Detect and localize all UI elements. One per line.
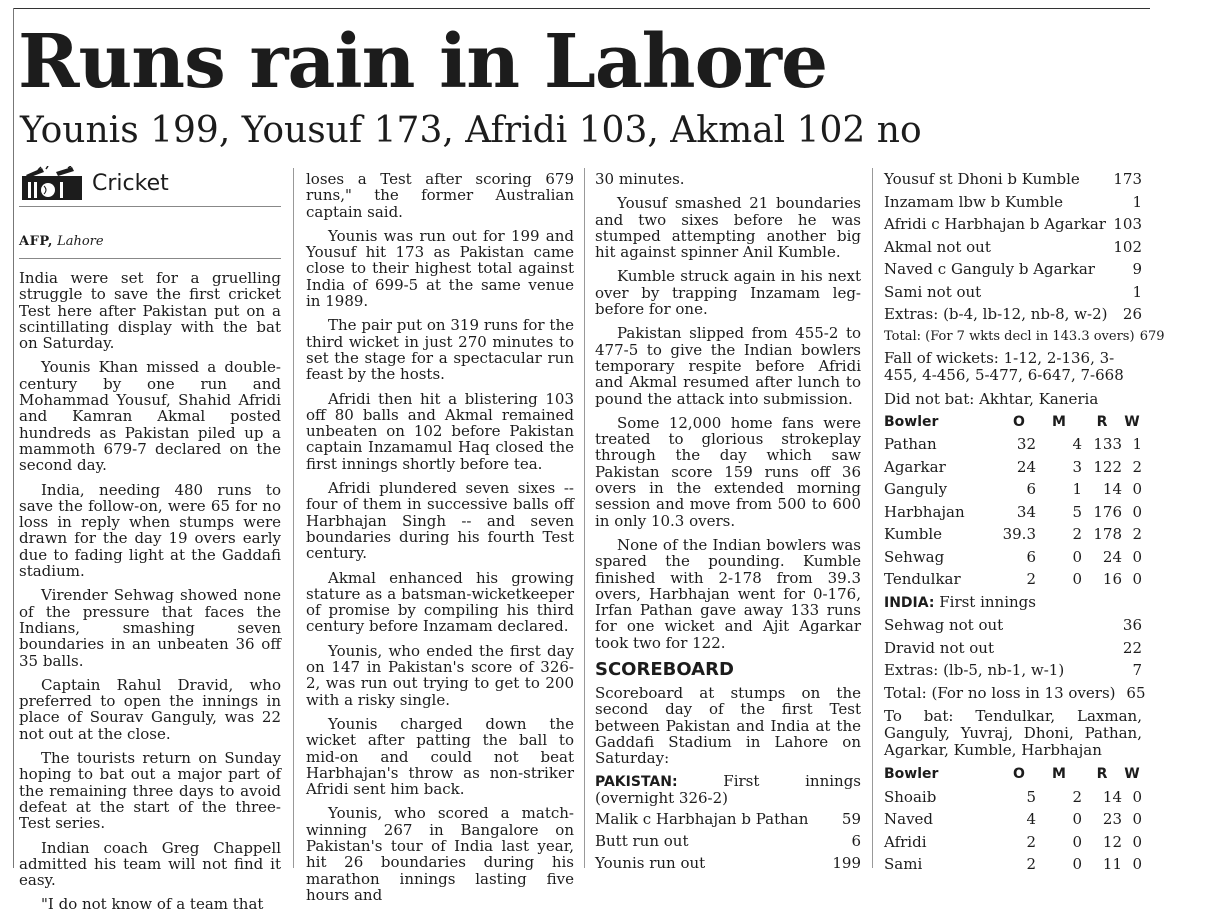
batting-row — [884, 614, 1142, 637]
bowler-overs: 39.3 — [1002, 525, 1036, 543]
india-bowling-table — [884, 411, 1142, 591]
india-total — [884, 682, 1146, 705]
bowling-row — [884, 501, 1142, 524]
batsman-runs: 173 — [1113, 170, 1142, 188]
paragraph: Indian coach Greg Chappell admitted his team will not find it easy. — [19, 838, 281, 890]
batting-row — [595, 830, 861, 852]
paragraph: Afridi then hit a blistering 103 off 80 balls and Akmal remained unbeaten on 102 before Pakistan captain Inzamamul Haq closed the first innings shortly before tea. — [306, 389, 574, 473]
to-bat: To bat: Tendulkar, Laxman, Ganguly, Yuvraj, Dhoni, Pathan, Agarkar, Kumble, Harbhajan — [884, 707, 1142, 759]
bowling-header-cell: Bowler — [884, 766, 939, 782]
batsman-runs: 9 — [1132, 260, 1142, 278]
bowling-row — [884, 546, 1142, 569]
bowler-name: Sami — [884, 855, 923, 873]
bowler-name: Ganguly — [884, 480, 948, 498]
bowler-name: Afridi — [884, 832, 927, 851]
did-not-bat-text: Did not bat: Akhtar, Kaneria — [884, 390, 1099, 408]
paragraph: India were set for a gruelling struggle to save the first cricket Test here after Pakistan put on a scintillating display with the bat on Saturday. — [19, 269, 281, 353]
bowler-maidens: 0 — [1072, 855, 1082, 873]
batsman-runs: 199 — [832, 854, 861, 873]
india-batting — [884, 614, 1142, 659]
pakistan-total — [884, 326, 1165, 349]
bowler-wickets: 0 — [1132, 480, 1142, 498]
batsman-dismissal: Younis run out — [595, 854, 706, 873]
total-value: 65 — [1126, 683, 1146, 702]
bowler-runs: 133 — [1093, 435, 1122, 453]
bowler-overs: 6 — [1026, 547, 1036, 566]
bowling-header-cell: W — [1124, 766, 1140, 782]
bowling-header-row — [884, 763, 1142, 786]
paragraph: Pakistan slipped from 455-2 to 477-5 to give the Indian bowlers temporary respite before Afridi and Akmal resumed after lunch to pound the attack into submission. — [595, 324, 861, 408]
paragraph: The tourists return on Sunday hoping to bat out a major part of the remaining three days to avoid defeat at the start of the three-Test series. — [19, 749, 281, 833]
bowling-header-cell: R — [1096, 413, 1108, 430]
extras-label: Extras: (lb-5, nb-1, w-1) — [884, 661, 1065, 679]
column-rule-3 — [872, 168, 873, 868]
bowling-row — [884, 478, 1142, 501]
pakistan-innings-heading — [595, 773, 861, 807]
bowling-row — [884, 523, 1142, 546]
paragraph: Younis charged down the wicket after patting the ball to mid-on and could not beat Harbhajan's throw as non-striker Afridi sent him back. — [306, 714, 574, 799]
pakistan-bowling-table — [884, 763, 1142, 876]
paragraph: Virender Sehwag showed none of the pressure that faces the Indians, smashing seven boundaries in an unbeaten 36 off 35 balls. — [19, 586, 281, 670]
bowler-name: Naved — [884, 810, 934, 828]
article-column-3 — [595, 171, 861, 874]
left-rule — [13, 8, 14, 868]
bowler-wickets: 0 — [1132, 855, 1142, 873]
bowling-header-cell: Bowler — [884, 413, 939, 430]
bowling-header-cell: W — [1124, 413, 1140, 430]
pakistan-label: PAKISTAN: — [595, 773, 678, 790]
bowler-name: Tendulkar — [884, 570, 961, 588]
india-extras — [884, 659, 1142, 682]
extras-label: Extras: (b-4, lb-12, nb-8, w-2) — [884, 305, 1108, 323]
byline-place: Lahore — [57, 234, 104, 249]
bowler-overs: 34 — [1016, 502, 1036, 521]
bowling-row — [884, 786, 1142, 809]
bowler-overs: 4 — [1026, 810, 1036, 828]
bowler-maidens: 2 — [1072, 525, 1082, 543]
byline — [19, 233, 104, 250]
batsman-runs: 59 — [841, 810, 861, 829]
bowler-maidens: 2 — [1072, 787, 1082, 806]
batsman-runs: 22 — [1122, 638, 1142, 657]
section-rule-top — [19, 206, 281, 207]
bowler-runs: 178 — [1093, 525, 1122, 543]
bowling-row — [884, 433, 1142, 456]
bowler-overs: 2 — [1026, 832, 1036, 851]
bowler-wickets: 0 — [1132, 502, 1142, 521]
batsman-dismissal: Naved c Ganguly b Agarkar — [884, 260, 1095, 278]
paragraph: Some 12,000 home fans were treated to glorious strokeplay through the day which saw Pakistan score 159 runs off 36 overs in the extended morning session and move from 500 to 600 in only 10.3 overs. — [595, 413, 861, 530]
batting-row — [884, 258, 1142, 281]
batsman-runs: 6 — [851, 832, 861, 851]
bowler-overs: 24 — [1016, 457, 1036, 476]
batting-row — [884, 191, 1142, 214]
did-not-bat — [884, 388, 1142, 411]
paragraph: Younis Khan missed a double-century by one run and Mohammad Yousuf, Shahid Afridi and Kamran Akmal posted hundreds as Pakistan piled up a mammoth 679-7 declared on the second day. — [19, 358, 281, 475]
fall-of-wickets: Fall of wickets: 1-12, 2-136, 3-455, 4-456, 5-477, 6-647, 7-668 — [884, 349, 1124, 384]
bowler-runs: 16 — [1102, 570, 1122, 588]
bowling-row — [884, 831, 1142, 854]
bowler-name: Kumble — [884, 525, 943, 543]
batsman-dismissal: Yousuf st Dhoni b Kumble — [884, 170, 1080, 188]
bowler-runs: 176 — [1093, 502, 1122, 521]
paragraph: Akmal enhanced his growing stature as a batsman-wicketkeeper of promise by compiling his third century before Inzamam declared. — [306, 568, 574, 636]
bowler-runs: 122 — [1093, 457, 1122, 476]
extras-value: 7 — [1132, 661, 1142, 679]
bowler-wickets: 0 — [1132, 547, 1142, 566]
batsman-dismissal: Inzamam lbw b Kumble — [884, 192, 1064, 211]
bowler-runs: 14 — [1102, 787, 1122, 806]
paragraph: Afridi plundered seven sixes -- four of them in successive balls off Harbhajan Singh -- and seven boundaries during his fourth Test century. — [306, 479, 574, 563]
paragraph: Younis, who ended the first day on 147 in Pakistan's score of 326-2, was run out trying to get to 200 with a risky single. — [306, 641, 574, 709]
article-column-2 — [306, 171, 574, 911]
total-value: 679 — [1139, 328, 1165, 344]
india-innings-label: First innings — [939, 592, 1036, 611]
batsman-runs: 1 — [1132, 282, 1142, 301]
byline-agency: AFP, — [19, 234, 53, 249]
batsman-dismissal: Akmal not out — [884, 237, 991, 256]
batting-row — [884, 213, 1142, 236]
bowler-name: Agarkar — [884, 457, 946, 476]
batsman-dismissal: Malik c Harbhajan b Pathan — [595, 810, 809, 829]
bowler-maidens: 0 — [1072, 547, 1082, 566]
scoreboard-heading: SCOREBOARD — [595, 659, 734, 681]
paragraph: India, needing 480 runs to save the follow-on, were 65 for no loss in reply when stumps were drawn for the day 19 overs early due to fading light at the Gaddafi stadium. — [19, 480, 281, 581]
pakistan-innings-label: First innings (overnight 326-2) — [595, 771, 861, 807]
bowler-overs: 2 — [1026, 570, 1036, 588]
bowler-maidens: 4 — [1072, 435, 1082, 453]
bowler-maidens: 0 — [1072, 832, 1082, 851]
pakistan-batting-part1 — [595, 808, 861, 874]
batsman-dismissal: Butt run out — [595, 832, 689, 851]
bowler-overs: 2 — [1026, 855, 1036, 873]
paragraph: "I do not know of a team that — [41, 895, 264, 914]
bowler-overs: 5 — [1026, 787, 1036, 806]
paragraph: Younis was run out for 199 and Yousuf hit 173 as Pakistan came close to their highest total against India of 699-5 at the same venue in 1989. — [306, 226, 574, 311]
paragraph: 30 minutes. — [595, 170, 685, 188]
batting-row — [884, 168, 1142, 191]
bowler-name: Pathan — [884, 435, 937, 453]
bowling-header-cell: M — [1052, 413, 1066, 430]
bowler-name: Shoaib — [884, 787, 937, 806]
pakistan-extras — [884, 303, 1142, 326]
bowler-wickets: 0 — [1132, 787, 1142, 806]
bowler-maidens: 5 — [1072, 502, 1082, 521]
total-label: Total: (For 7 wkts decl in 143.3 overs) — [884, 328, 1135, 344]
section-rule-bottom — [19, 258, 281, 259]
bowler-wickets: 2 — [1132, 525, 1142, 543]
bowler-runs: 11 — [1102, 855, 1122, 873]
batsman-runs: 103 — [1113, 215, 1142, 233]
bowler-name: Harbhajan — [884, 502, 965, 521]
bowling-header-cell: O — [1013, 766, 1025, 782]
bowler-maidens: 0 — [1072, 570, 1082, 588]
column-rule-2 — [584, 168, 585, 868]
bowling-header-cell: O — [1013, 413, 1025, 430]
paragraph: loses a Test after scoring 679 runs," the former Australian captain said. — [306, 170, 574, 221]
column-rule-1 — [293, 168, 294, 868]
india-innings-heading — [884, 591, 1142, 615]
batsman-runs: 102 — [1113, 237, 1142, 256]
batsman-runs: 1 — [1132, 192, 1142, 211]
bowler-runs: 24 — [1102, 547, 1122, 566]
batting-row — [884, 281, 1142, 304]
bowling-header-row — [884, 411, 1142, 434]
paragraph: The pair put on 319 runs for the third wicket in just 270 minutes to set the stage for a spectacular run feast by the hosts. — [306, 316, 574, 384]
bowler-maidens: 1 — [1072, 480, 1082, 498]
bowling-row — [884, 456, 1142, 479]
bowler-name: Sehwag — [884, 547, 945, 566]
bowling-row — [884, 808, 1142, 831]
paragraph: Captain Rahul Dravid, who preferred to open the innings in place of Sourav Ganguly, was 22 not out at the close. — [19, 675, 281, 743]
bowler-overs: 6 — [1026, 480, 1036, 498]
batsman-dismissal: Dravid not out — [884, 638, 994, 657]
batsman-dismissal: Sehwag not out — [884, 616, 1004, 634]
batting-row — [595, 808, 861, 830]
batsman-runs: 36 — [1122, 616, 1142, 634]
paragraph: Yousuf smashed 21 boundaries and two sixes before he was stumped attempting another big hit against spinner Anil Kumble. — [595, 194, 861, 262]
bowler-runs: 14 — [1102, 480, 1122, 498]
paragraph: None of the Indian bowlers was spared the pounding. Kumble finished with 2-178 from 39.3 overs, Harbhajan went for 0-176, Irfan Pathan gave away 133 runs for one wicket and Ajit Agarkar took two for 122. — [595, 535, 861, 652]
cricket-icon — [20, 166, 86, 202]
bowler-runs: 23 — [1102, 810, 1122, 828]
bowler-wickets: 0 — [1132, 810, 1142, 828]
bowling-header-cell: R — [1096, 766, 1108, 782]
paragraph: Kumble struck again in his next over by trapping Inzamam leg-before for one. — [595, 267, 861, 319]
scoreboard-intro: Scoreboard at stumps on the second day of the first Test between Pakistan and India at the Gaddafi Stadium in Lahore on Saturday: — [595, 684, 861, 768]
bowler-maidens: 0 — [1072, 810, 1082, 828]
bowler-wickets: 0 — [1132, 570, 1142, 588]
batsman-dismissal: Afridi c Harbhajan b Agarkar — [884, 215, 1106, 233]
article-column-1 — [19, 270, 281, 921]
total-label: Total: (For no loss in 13 overs) — [884, 683, 1116, 702]
bowling-header-cell: M — [1052, 766, 1066, 782]
bowler-wickets: 0 — [1132, 832, 1142, 851]
batsman-dismissal: Sami not out — [884, 282, 982, 301]
pakistan-batting-part2 — [884, 168, 1142, 303]
bowling-row — [884, 853, 1142, 876]
batting-row — [595, 852, 861, 874]
section-name: Cricket — [92, 171, 169, 196]
scoreboard-column — [884, 168, 1165, 876]
india-label: INDIA: — [884, 594, 935, 611]
section-label — [20, 166, 282, 202]
bowler-maidens: 3 — [1072, 457, 1082, 476]
bowling-row — [884, 568, 1142, 591]
batting-row — [884, 637, 1142, 660]
headline: Runs rain in Lahore — [18, 19, 828, 105]
bowler-wickets: 1 — [1132, 435, 1142, 453]
top-rule — [14, 8, 1150, 9]
extras-value: 26 — [1122, 305, 1142, 323]
subheadline: Younis 199, Yousuf 173, Afridi 103, Akmal 102 no — [20, 110, 922, 151]
bowler-overs: 32 — [1016, 435, 1036, 453]
bowler-runs: 12 — [1102, 832, 1122, 851]
bowler-wickets: 2 — [1132, 457, 1142, 476]
batting-row — [884, 236, 1142, 259]
paragraph: Younis, who scored a match-winning 267 in Bangalore on Pakistan's tour of India last year, hit 26 boundaries during his marathon innings lasting five hours and — [306, 804, 574, 904]
